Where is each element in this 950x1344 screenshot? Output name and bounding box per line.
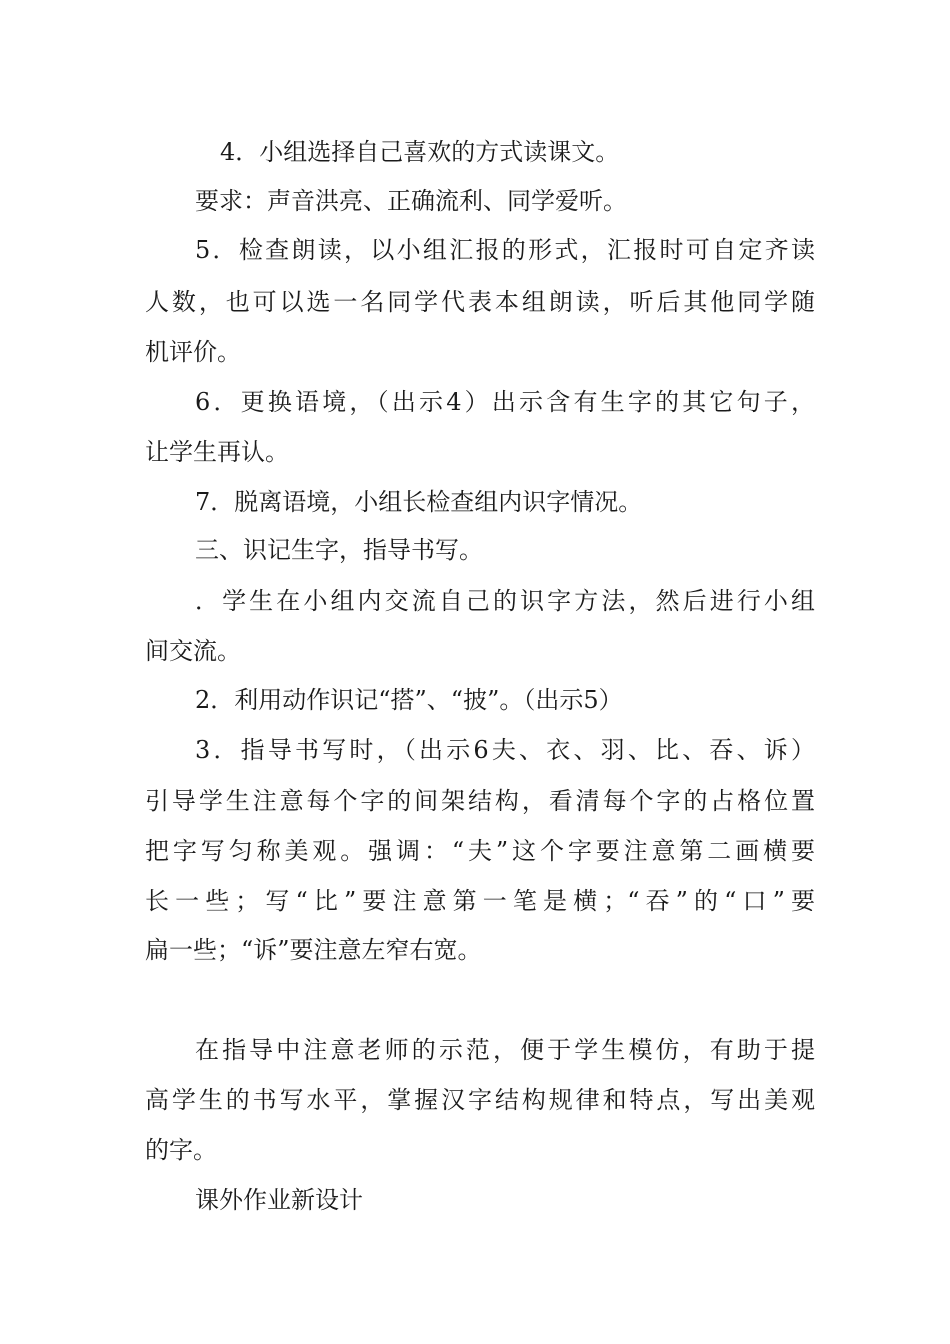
item-3-line-3: 把字写匀称美观。强调：“夫”这个字要注意第二画横要 bbox=[145, 837, 815, 865]
item-2-line: 2．利用动作识记“搭”、“披”。（出示5） bbox=[195, 686, 623, 714]
item-3-line-4: 长一些；写“比”要注意第一笔是横；“吞”的“口”要 bbox=[145, 887, 815, 915]
step-5-line-3: 机评价。 bbox=[145, 338, 241, 366]
requirement-line: 要求：声音洪亮、正确流利、同学爱听。 bbox=[195, 187, 627, 215]
step-7-line: 7．脱离语境，小组长检查组内识字情况。 bbox=[195, 488, 643, 516]
step-4-line: 4．小组选择自己喜欢的方式读课文。 bbox=[220, 138, 620, 166]
step-5-line-2: 人数，也可以选一名同学代表本组朗读，听后其他同学随 bbox=[145, 288, 815, 316]
item-1-line-1: ．学生在小组内交流自己的识字方法，然后进行小组 bbox=[195, 587, 815, 615]
item-1-line-2: 间交流。 bbox=[145, 637, 241, 665]
item-3-line-2: 引导学生注意每个字的间架结构，看清每个字的占格位置 bbox=[145, 787, 815, 815]
step-5-line-1: 5．检查朗读，以小组汇报的形式，汇报时可自定齐读 bbox=[195, 236, 815, 264]
note-line-3: 的字。 bbox=[145, 1136, 217, 1164]
section-3-heading: 三、识记生字，指导书写。 bbox=[195, 536, 483, 564]
note-line-1: 在指导中注意老师的示范，便于学生模仿，有助于提 bbox=[195, 1036, 815, 1064]
step-6-line-2: 让学生再认。 bbox=[145, 438, 289, 466]
step-6-line-1: 6．更换语境，（出示4）出示含有生字的其它句子， bbox=[195, 388, 815, 416]
note-line-2: 高学生的书写水平，掌握汉字结构规律和特点，写出美观 bbox=[145, 1086, 815, 1114]
homework-heading: 课外作业新设计 bbox=[195, 1186, 363, 1214]
item-3-line-5: 扁一些；“诉”要注意左窄右宽。 bbox=[145, 936, 482, 964]
item-3-line-1: 3．指导书写时，（出示6夫、衣、羽、比、吞、诉） bbox=[195, 736, 815, 764]
